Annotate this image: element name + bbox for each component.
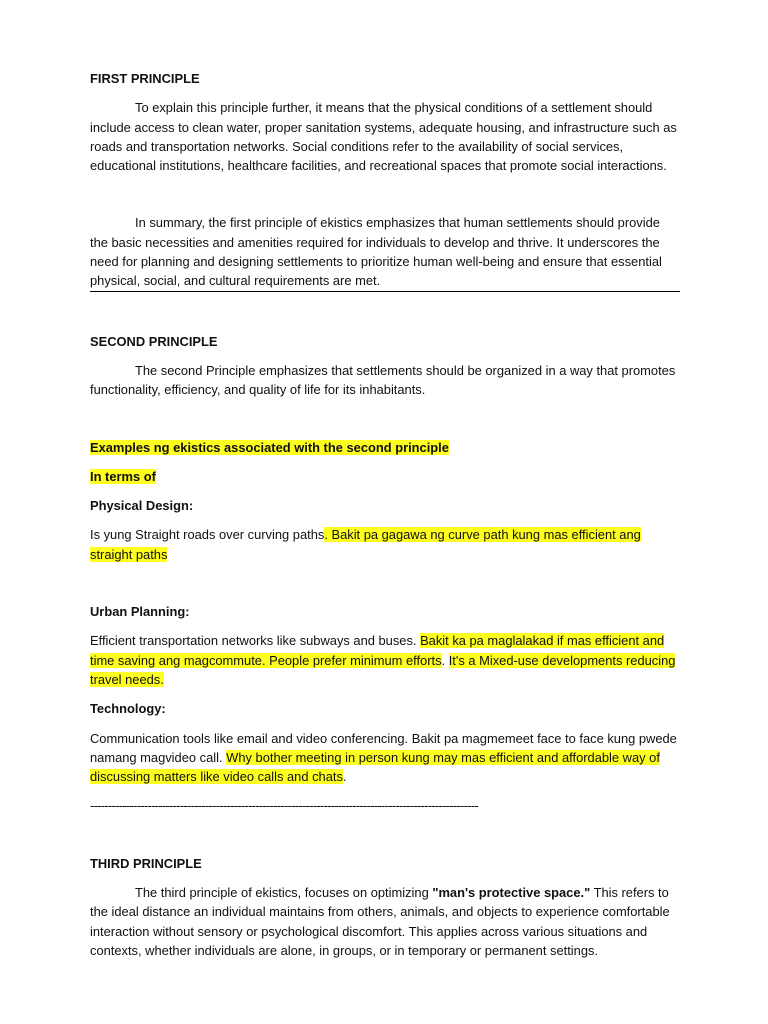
technology-highlight: Why bother meeting in person kung may mas efficient and affordable way of discussing matters like video calls and chats [90, 749, 660, 785]
second-principle-heading: SECOND PRINCIPLE [90, 333, 218, 349]
first-principle-heading: FIRST PRINCIPLE [90, 71, 200, 86]
third-principle-paragraph [90, 883, 680, 960]
urban-planning-highlight-1: Bakit ka pa maglalakad if mas efficient and time saving ang magcommute. People prefer minimum efforts [90, 633, 665, 668]
third-principle-heading: THIRD PRINCIPLE [90, 855, 202, 871]
in-terms-of-heading [90, 467, 680, 486]
urban-planning-highlight-2: It's a Mixed-use developments reducing travel needs. [90, 652, 676, 687]
document-body [90, 69, 680, 960]
urban-planning-separator: . [441, 652, 449, 668]
urban-planning-paragraph [90, 631, 680, 689]
technology-paragraph [90, 729, 680, 787]
technology-end: . [342, 769, 347, 785]
first-principle-paragraph-1: To explain this principle further, it means that the physical conditions of a settlement should include access to clean water, proper sanitation systems, adequate housing, and infrastructure such as roads and transportation networks. Social conditions refer to the availability of social services, educational institutions, healthcare facilities, and recreational spaces that promote social interactions. [90, 100, 677, 174]
physical-design-highlight: . Bakit pa gagawa ng curve path kung mas efficient ang straight paths [90, 527, 641, 562]
technology-label: Technology: [90, 701, 166, 717]
technology-text: Communication tools like email and video conferencing. Bakit pa magmemeet face to face kung pwede namang magvideo call. [90, 730, 677, 765]
first-principle-summary: In summary, the first principle of ekistics emphasizes that human settlements should provide the basic necessities and amenities required for individuals to develop and thrive. It underscores the need for planning and designing settlements to prioritize human well-being and ensure that essential physical, social, and cultural requirements are met. [90, 213, 680, 291]
section-divider: ------------------------------------------------------------------------------------------------------------ [90, 798, 479, 814]
in-terms-of-text: In terms of [90, 468, 156, 484]
second-principle-paragraph: The second Principle emphasizes that settlements should be organized in a way that promotes functionality, efficiency, and quality of life for its inhabitants. [90, 362, 676, 398]
third-principle-text-after: This refers to the ideal distance an individual maintains from others, animals, and objects to experience comfortable interaction without sensory or psychological discomfort. This applies across various situations and contexts, whether individuals are alone, in groups, or in temporary or permanent settings. [90, 885, 670, 958]
examples-heading [90, 438, 680, 457]
examples-heading-text: Examples ng ekistics associated with the second principle [90, 439, 449, 455]
urban-planning-label: Urban Planning: [90, 604, 190, 620]
protective-space-term: "man's protective space." [432, 885, 591, 901]
urban-planning-text: Efficient transportation networks like subways and buses. [90, 633, 421, 649]
physical-design-paragraph [90, 525, 680, 564]
physical-design-text: Is yung Straight roads over curving paths [90, 527, 325, 543]
physical-design-label: Physical Design: [90, 498, 194, 514]
third-principle-text-before: The third principle of ekistics, focuses on optimizing [135, 885, 433, 901]
